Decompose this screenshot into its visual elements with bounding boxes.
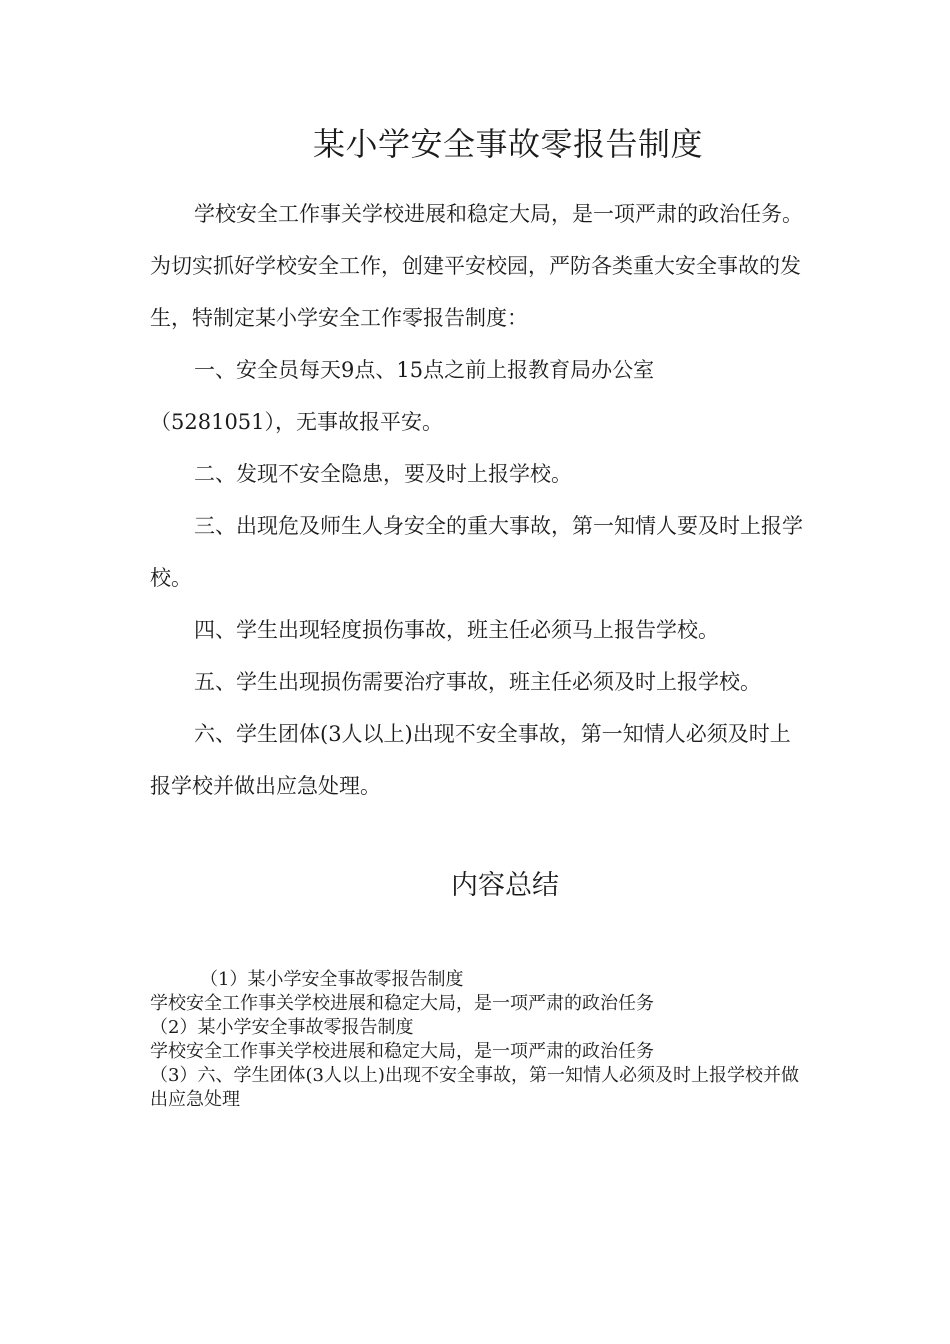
rule-2-paragraph: 二、发现不安全隐患，要及时上报学校。 [194,462,572,486]
summary-section [150,968,810,1112]
summary-line: 学校安全工作事关学校进展和稳定大局，是一项严肃的政治任务 [150,993,654,1014]
document-body [150,188,810,812]
document-title: 某小学安全事故零报告制度 [312,125,703,163]
rule-6-paragraph: 六、学生团体(3人以上)出现不安全事故，第一知情人必须及时上报学校并做出应急处理。 [150,722,791,798]
rule-4-paragraph: 四、学生出现轻度损伤事故，班主任必须马上报告学校。 [194,618,719,642]
rule-1-paragraph: 一、安全员每天9点、15点之前上报教育局办公室 [194,358,655,382]
summary-line: 学校安全工作事关学校进展和稳定大局，是一项严肃的政治任务 [150,1041,654,1062]
rule-1-continuation: （5281051），无事故报平安。 [150,410,444,434]
summary-line: （2）某小学安全事故零报告制度 [150,1017,414,1038]
summary-line: （3）六、学生团体(3人以上)出现不安全事故，第一知情人必须及时上报学校并做出应急处理 [150,1065,799,1110]
summary-line: （1）某小学安全事故零报告制度 [200,969,464,990]
summary-title: 内容总结 [451,870,559,901]
rule-3-paragraph: 三、出现危及师生人身安全的重大事故，第一知情人要及时上报学校。 [150,514,803,590]
intro-paragraph: 学校安全工作事关学校进展和稳定大局，是一项严肃的政治任务。为切实抓好学校安全工作，创建平安校园，严防各类重大安全事故的发生，特制定某小学安全工作零报告制度： [150,202,803,330]
rule-5-paragraph: 五、学生出现损伤需要治疗事故，班主任必须及时上报学校。 [194,670,761,694]
